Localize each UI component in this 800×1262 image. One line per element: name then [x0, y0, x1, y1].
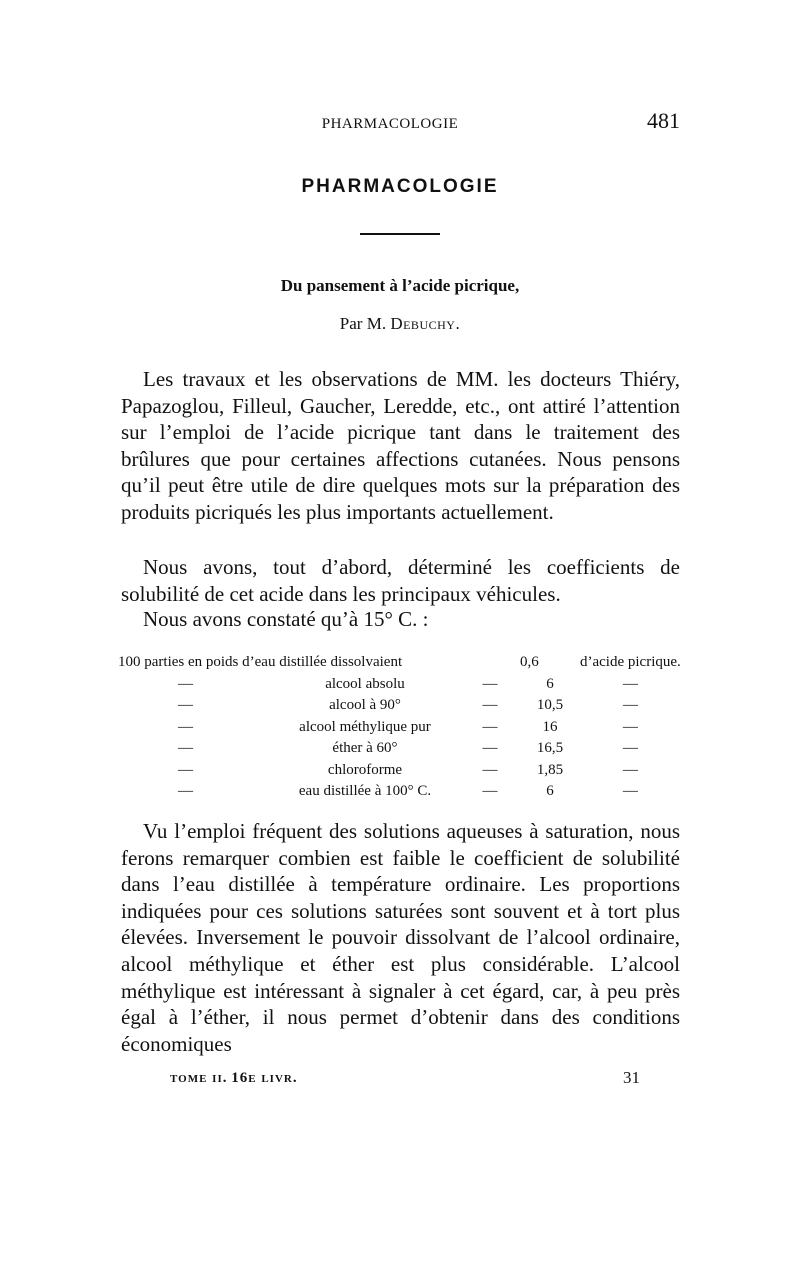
- table-dash: —: [622, 761, 638, 778]
- table-solvent: alcool méthylique pur: [299, 718, 431, 735]
- page-number: 481: [647, 108, 680, 133]
- solubility-table: [118, 652, 681, 803]
- table-dash: —: [178, 718, 193, 735]
- paragraph-intro: Les travaux et les observations de MM. les docteurs Thiéry, Papazoglou, Filleul, Gaucher, Leredde, etc., ont attiré l’attention sur l’emploi de l’acide picrique tant dans le traitement des brûlures que pour certaines affections cutanées. Nous pensons qu’il peut être utile de dire quelques mots sur la préparation des produits picriqués les plus importants actuellement.: [121, 367, 680, 524]
- table-dash: —: [622, 718, 638, 735]
- table-dash: —: [178, 783, 193, 800]
- table-first-row-text: 100 parties en poids d’eau distillée dissolvaient: [118, 654, 403, 671]
- table-solvent: alcool absolu: [325, 675, 405, 692]
- title-divider: [360, 233, 440, 235]
- table-value: 6: [546, 783, 554, 800]
- table-value: 1,85: [536, 761, 564, 778]
- table-dash: —: [622, 675, 638, 692]
- footer-issue: 16e livr.: [231, 1070, 298, 1086]
- byline-author: Debuchy.: [390, 314, 461, 333]
- table-dash: —: [482, 740, 498, 757]
- paragraph-discussion: Vu l’emploi fréquent des solutions aqueuses à saturation, nous ferons remarquer combien est faible le coefficient de solubilité dans l’eau distillée à température ordinaire. Les proportions indiquées pour ces solutions saturées sont souvent et à tort plus élevées. Inversement le pouvoir dissolvant de l’alcool ordinaire, alcool méthylique et éther est plus considérable. L’alcool méthylique est intéressant à signaler à cet égard, car, à peu près égal à l’éther, il nous permet d’obtenir dans des conditions économiques: [121, 819, 680, 1056]
- table-row: [118, 738, 681, 760]
- paragraph-coefficients: Nous avons, tout d’abord, déterminé les coefficients de solubilité de cet acide dans les principaux véhicules.: [121, 555, 680, 606]
- table-dash: —: [622, 783, 638, 800]
- footer-volume-info: [170, 1070, 298, 1087]
- table-solvent: eau distillée à 100° C.: [298, 783, 432, 800]
- running-title: PHARMACOLOGIE: [321, 116, 459, 132]
- table-row: [118, 717, 681, 739]
- table-value: 10,5: [536, 697, 564, 714]
- table-dash: —: [482, 697, 498, 714]
- paragraph-observation: Nous avons constaté qu’à 15° C. :: [143, 607, 429, 631]
- table-solvent: alcool à 90°: [329, 697, 401, 714]
- table-dash: —: [482, 761, 498, 778]
- table-row: [118, 695, 681, 717]
- table-unit: d’acide picrique.: [580, 654, 681, 671]
- table-row: [118, 760, 681, 782]
- table-solvent: éther à 60°: [332, 740, 398, 757]
- table-row: [118, 674, 681, 696]
- table-solvent: chloroforme: [327, 761, 403, 778]
- table-row: [118, 781, 681, 803]
- table-dash: —: [482, 718, 498, 735]
- footer-volume: tome ii.: [170, 1070, 228, 1086]
- table-row: [118, 652, 681, 674]
- table-dash: —: [482, 783, 498, 800]
- table-value: 16: [542, 718, 558, 735]
- footer-signature: 31: [623, 1068, 640, 1087]
- table-value: 0,6: [520, 654, 539, 671]
- byline-prefix: Par M.: [339, 314, 387, 333]
- table-value: 16,5: [536, 740, 564, 757]
- table-dash: —: [178, 675, 193, 692]
- table-dash: —: [482, 675, 498, 692]
- table-value: 6: [546, 675, 554, 692]
- byline: [100, 314, 700, 334]
- table-dash: —: [178, 761, 193, 778]
- section-title: PHARMACOLOGIE: [301, 176, 499, 197]
- table-dash: —: [622, 697, 638, 714]
- table-dash: —: [622, 740, 638, 757]
- table-dash: —: [178, 697, 193, 714]
- article-title: Du pansement à l’acide picrique,: [280, 276, 520, 295]
- table-dash: —: [178, 740, 193, 757]
